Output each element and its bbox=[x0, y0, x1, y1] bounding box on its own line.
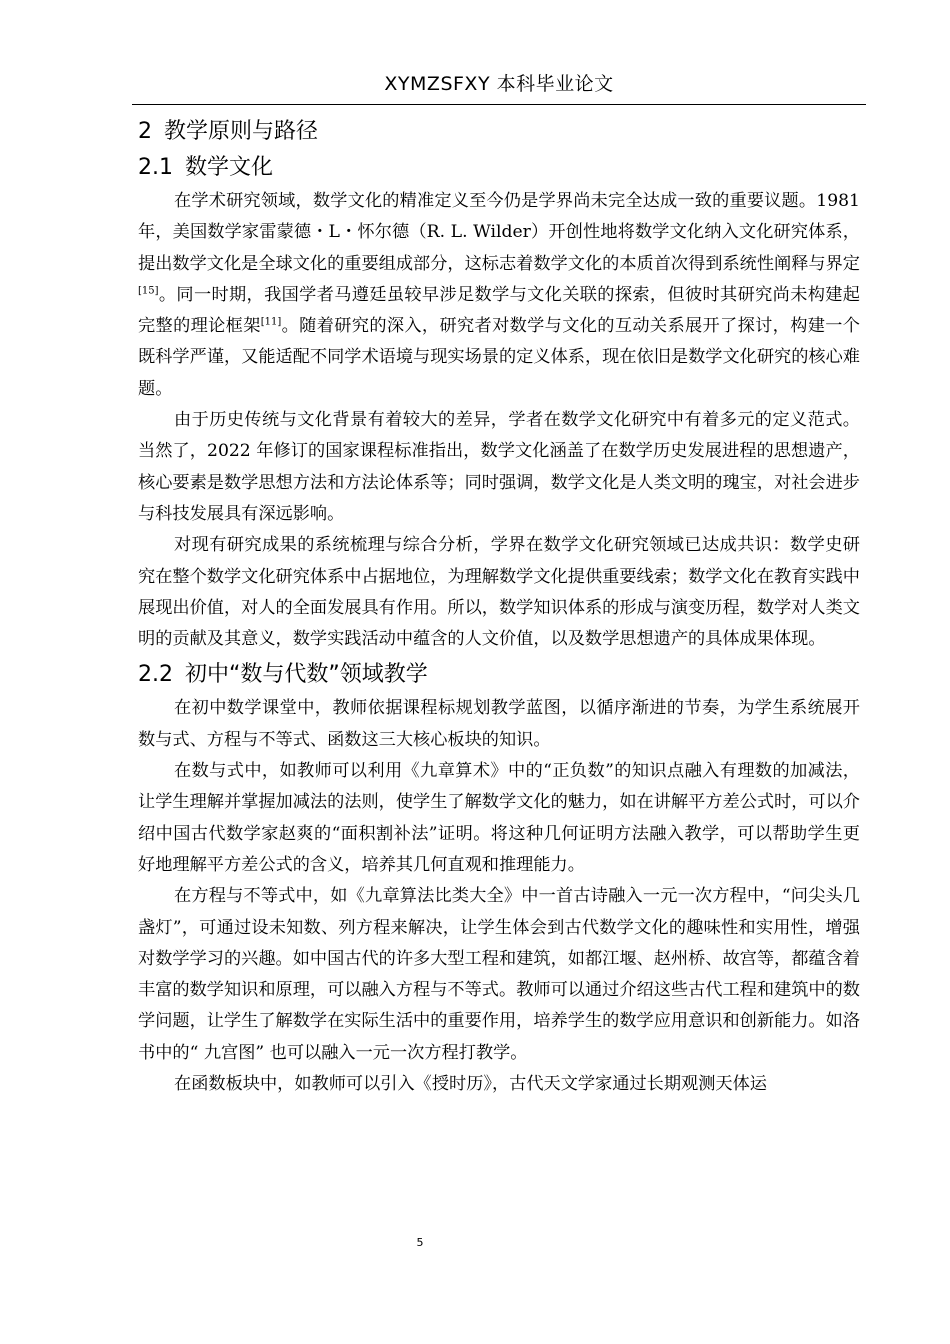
page-number: 5 bbox=[416, 1236, 424, 1249]
section-number: 2 bbox=[138, 119, 152, 144]
document-body bbox=[138, 112, 860, 1100]
paragraph-text: 在学术研究领域，数学文化的精准定义至今仍是学界尚未完全达成一致的重要议题。1981 年，美国数学家雷蒙德・L・怀尔德（R. L. Wilder）开创性地将数学文化纳入文化研究体系，提出数学文化是全球文化的重要组成部分，这标志着数学文化的本质首次得到系统性阐释与界定 bbox=[138, 191, 860, 274]
paragraph-text: 。同一时期，我国学者马遵廷虽较早涉足数学与文化关联的探索，但彼时其研究尚未构建起完整的理论框架 bbox=[138, 284, 860, 337]
paragraph-text: 。随着研究的深入，研究者对数学与文化的互动关系展开了探讨，构建一个既科学严谨，又能适配不同学术语境与现实场景的定义体系，现在依旧是数学文化研究的核心难题。 bbox=[138, 316, 860, 399]
paragraph: 由于历史传统与文化背景有着较大的差异，学者在数学文化研究中有着多元的定义范式。当然了，2022 年修订的国家课程标准指出，数学文化涵盖了在数学历史发展进程的思想遗产，核心要素是数学思想方法和方法论体系等；同时强调，数学文化是人类文明的瑰宝，对社会进步与科技发展具有深远影响。 bbox=[138, 410, 860, 524]
section-title: 教学原则与路径 bbox=[164, 119, 319, 144]
section-title: 数学文化 bbox=[185, 155, 274, 180]
section-heading-2 bbox=[138, 114, 860, 150]
paragraph: 在方程与不等式中，如《九章算法比类大全》中一首古诗融入一元一次方程中，“问尖头几盏灯”，可通过设未知数、列方程来解决，让学生体会到古代数学文化的趣味性和实用性，增强对数学学习的兴趣。如中国古代的许多大型工程和建筑，如都江堰、赵州桥、故宫等，都蕴含着丰富的数学知识和原理，可以融入方程与不等式。教师可以通过介绍这些古代工程和建筑中的数学问题，让学生了解数学在实际生活中的重要作用，培养学生的数学应用意识和创新能力。如洛书中的“ 九宫图” 也可以融入一元一次方程打教学。 bbox=[138, 886, 860, 1063]
paragraph: 在数与式中，如教师可以利用《九章算术》中的“正负数”的知识点融入有理数的加减法，让学生理解并掌握加减法的法则，使学生了解数学文化的魅力，如在讲解平方差公式时，可以介绍中国古代数学家赵爽的“面积割补法”证明。将这种几何证明方法融入教学，可以帮助学生更好地理解平方差公式的含义，培养其几何直观和推理能力。 bbox=[138, 761, 860, 875]
header-divider bbox=[132, 104, 866, 105]
paragraph bbox=[138, 186, 860, 405]
paragraph: 在初中数学课堂中，教师依据课程标规划教学蓝图，以循序渐进的节奏，为学生系统展开数与式、方程与不等式、函数这三大核心板块的知识。 bbox=[138, 698, 860, 750]
paragraph: 对现有研究成果的系统梳理与综合分析，学界在数学文化研究领域已达成共识：数学史研究在整个数学文化研究体系中占据地位，为理解数学文化提供重要线索；数学文化在教育实践中展现出价值，对人的全面发展具有作用。所以，数学知识体系的形成与演变历程，数学对人类文明的贡献及其意义，数学实践活动中蕴含的人文价值，以及数学思想遗产的具体成果体现。 bbox=[138, 535, 860, 650]
section-number: 2.1 bbox=[138, 155, 173, 180]
page-header: XYMZSFXY 本科毕业论文 bbox=[384, 73, 614, 95]
citation-ref: [15] bbox=[138, 285, 159, 297]
section-heading-2-1 bbox=[138, 150, 860, 186]
section-title: 初中“数与代数”领域教学 bbox=[185, 662, 428, 688]
paragraph: 在函数板块中，如教师可以引入《授时历》，古代天文学家通过长期观测天体运 bbox=[174, 1074, 767, 1095]
section-heading-2-2 bbox=[138, 657, 860, 693]
citation-ref: [11] bbox=[260, 316, 282, 328]
section-number: 2.2 bbox=[138, 662, 173, 688]
